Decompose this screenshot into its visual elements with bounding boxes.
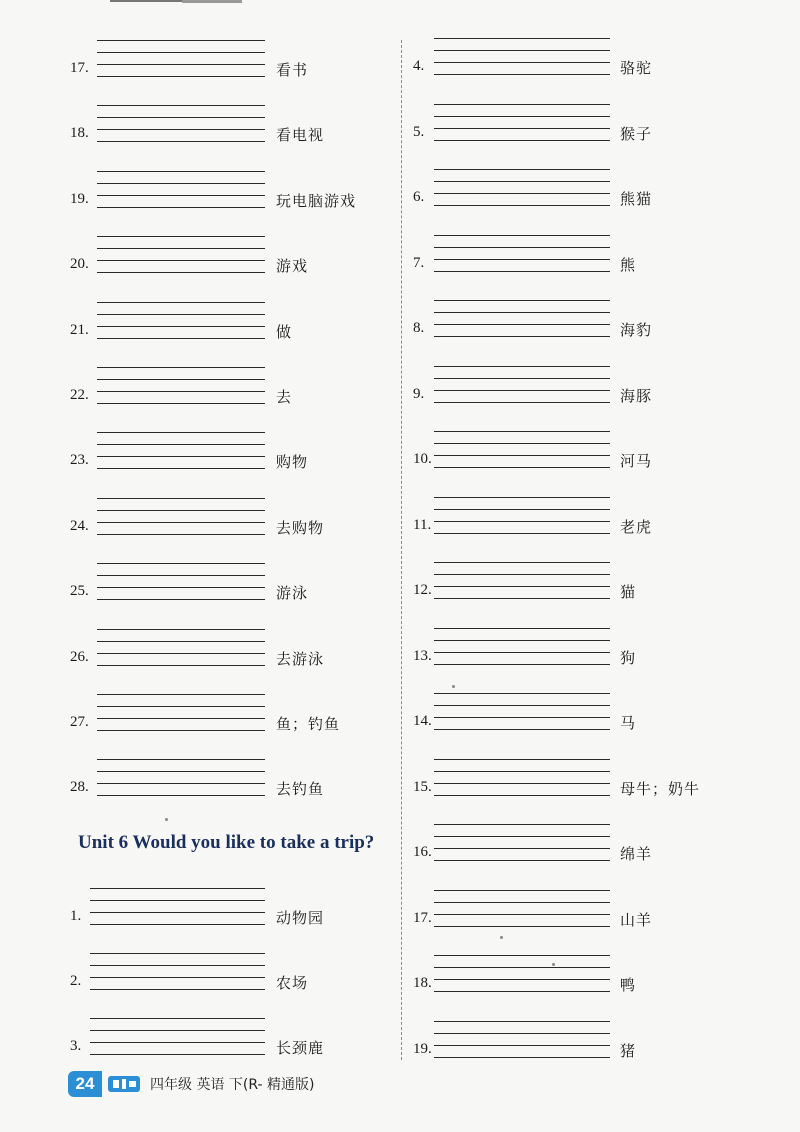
chinese-meaning: 去购物 — [276, 518, 325, 537]
writing-line[interactable] — [434, 848, 610, 849]
writing-line[interactable] — [97, 456, 265, 457]
writing-line[interactable] — [434, 533, 610, 534]
writing-line[interactable] — [97, 367, 265, 368]
writing-line[interactable] — [434, 664, 610, 665]
vocab-entry — [0, 763, 400, 811]
writing-line[interactable] — [97, 730, 265, 731]
writing-line[interactable] — [434, 1021, 610, 1022]
writing-line[interactable] — [434, 235, 610, 236]
vocab-entry — [0, 44, 400, 92]
writing-line[interactable] — [434, 247, 610, 248]
writing-line[interactable] — [434, 783, 610, 784]
writing-line[interactable] — [97, 64, 265, 65]
page-number-badge: 24 — [68, 1071, 102, 1097]
entry-number: 17. — [70, 60, 89, 76]
vocab-entry — [0, 109, 400, 157]
writing-line[interactable] — [97, 338, 265, 339]
entry-number: 2. — [70, 973, 82, 989]
vocab-entry — [0, 306, 400, 354]
writing-line[interactable] — [90, 1018, 265, 1019]
chinese-meaning: 鱼；钓鱼 — [276, 715, 341, 733]
entry-number: 25. — [70, 583, 89, 600]
book-title: 四年级 英语 下(R- 精通版) — [150, 1077, 315, 1093]
page-footer — [68, 1069, 315, 1099]
writing-line[interactable] — [90, 888, 265, 889]
writing-line[interactable] — [97, 498, 265, 499]
writing-line[interactable] — [434, 74, 610, 75]
vocab-entry — [404, 894, 800, 942]
entry-number: 10. — [413, 451, 432, 467]
chinese-meaning: 狗 — [620, 648, 637, 667]
writing-line[interactable] — [434, 795, 610, 796]
writing-line[interactable] — [97, 40, 265, 41]
writing-line[interactable] — [434, 366, 610, 367]
entry-number: 8. — [413, 320, 425, 336]
writing-line[interactable] — [434, 312, 610, 313]
chinese-meaning: 玩电脑游戏 — [276, 191, 357, 210]
chinese-meaning: 猪 — [620, 1041, 637, 1060]
chinese-meaning: 老虎 — [620, 517, 653, 536]
entry-number: 13. — [413, 647, 432, 664]
writing-line[interactable] — [434, 402, 610, 403]
chinese-meaning: 猫 — [620, 583, 637, 601]
writing-line[interactable] — [97, 141, 265, 142]
writing-line[interactable] — [97, 302, 265, 303]
writing-line[interactable] — [434, 771, 610, 772]
vocab-entry — [404, 304, 800, 352]
book-logo-icon — [106, 1071, 142, 1097]
writing-line[interactable] — [434, 455, 610, 456]
writing-line[interactable] — [434, 991, 610, 992]
writing-line[interactable] — [434, 652, 610, 653]
writing-line[interactable] — [97, 105, 265, 106]
writing-line[interactable] — [97, 510, 265, 511]
writing-line[interactable] — [90, 977, 265, 978]
writing-line[interactable] — [434, 62, 610, 63]
writing-line[interactable] — [434, 390, 610, 391]
unit-heading: Unit 6 Would you like to take a trip? — [78, 832, 375, 853]
writing-line[interactable] — [434, 467, 610, 468]
writing-line[interactable] — [434, 717, 610, 718]
entry-number: 18. — [413, 975, 432, 991]
writing-line[interactable] — [434, 259, 610, 260]
writing-line[interactable] — [90, 989, 265, 990]
chinese-meaning: 母牛；奶牛 — [620, 779, 701, 798]
writing-line[interactable] — [97, 248, 265, 249]
chinese-meaning: 动物园 — [276, 909, 325, 927]
writing-line[interactable] — [434, 729, 610, 730]
writing-line[interactable] — [434, 497, 610, 498]
writing-line[interactable] — [434, 104, 610, 105]
writing-line[interactable] — [97, 314, 265, 315]
entry-number: 18. — [70, 125, 89, 142]
writing-line[interactable] — [97, 706, 265, 707]
writing-line[interactable] — [434, 50, 610, 51]
entry-number: 23. — [70, 452, 89, 469]
writing-line[interactable] — [434, 1033, 610, 1034]
writing-line[interactable] — [434, 562, 610, 563]
vocab-entry — [0, 892, 400, 940]
writing-line[interactable] — [434, 1045, 610, 1046]
entry-number: 4. — [413, 58, 425, 74]
writing-line[interactable] — [97, 403, 265, 404]
vocab-entry — [404, 763, 800, 811]
writing-line[interactable] — [434, 193, 610, 194]
writing-line[interactable] — [97, 260, 265, 261]
writing-line[interactable] — [97, 468, 265, 469]
scan-speck — [452, 685, 455, 688]
scan-speck — [552, 963, 555, 966]
vocab-entry — [404, 959, 800, 1007]
entry-number: 22. — [70, 387, 89, 403]
chinese-meaning: 海豹 — [620, 321, 653, 339]
chinese-meaning: 海豚 — [620, 386, 653, 405]
chinese-meaning: 熊猫 — [620, 190, 653, 208]
entry-number: 16. — [413, 844, 432, 860]
writing-line[interactable] — [97, 236, 265, 237]
writing-line[interactable] — [434, 598, 610, 599]
writing-line[interactable] — [434, 693, 610, 694]
vocab-entry — [404, 1025, 800, 1073]
vocab-entry — [404, 697, 800, 745]
chinese-meaning: 河马 — [620, 452, 653, 470]
writing-line[interactable] — [434, 967, 610, 968]
top-edge-mark-2 — [182, 0, 242, 3]
chinese-meaning: 购物 — [276, 453, 309, 472]
writing-line[interactable] — [434, 431, 610, 432]
writing-line[interactable] — [434, 140, 610, 141]
writing-line[interactable] — [434, 902, 610, 903]
writing-line[interactable] — [434, 860, 610, 861]
vocab-entry — [0, 633, 400, 681]
chinese-meaning: 骆驼 — [620, 59, 653, 77]
writing-line[interactable] — [97, 522, 265, 523]
writing-line[interactable] — [434, 378, 610, 379]
entry-number: 21. — [70, 321, 89, 338]
writing-line[interactable] — [434, 759, 610, 760]
chinese-meaning: 去游泳 — [276, 649, 325, 668]
entry-number: 26. — [70, 648, 89, 665]
writing-line[interactable] — [97, 759, 265, 760]
writing-line[interactable] — [97, 665, 265, 666]
writing-line[interactable] — [97, 391, 265, 392]
vocab-entry — [0, 240, 400, 288]
chinese-meaning: 熊 — [620, 255, 637, 274]
writing-line[interactable] — [434, 926, 610, 927]
vocab-entry — [404, 108, 800, 156]
vocab-entry — [404, 828, 800, 876]
vocab-entry — [0, 502, 400, 550]
writing-line[interactable] — [97, 694, 265, 695]
vocab-entry — [0, 371, 400, 419]
vocab-entry — [404, 435, 800, 483]
chinese-meaning: 山羊 — [620, 910, 653, 929]
vocab-entry — [404, 42, 800, 90]
writing-line[interactable] — [97, 76, 265, 77]
chinese-meaning: 做 — [276, 322, 293, 341]
writing-line[interactable] — [434, 181, 610, 182]
writing-line[interactable] — [97, 653, 265, 654]
writing-line[interactable] — [97, 379, 265, 380]
writing-line[interactable] — [97, 534, 265, 535]
writing-line[interactable] — [97, 718, 265, 719]
writing-line[interactable] — [97, 183, 265, 184]
entry-number: 7. — [413, 254, 425, 271]
chinese-meaning: 长颈鹿 — [276, 1039, 325, 1057]
writing-line[interactable] — [434, 586, 610, 587]
vocab-entry — [0, 175, 400, 223]
writing-line[interactable] — [97, 795, 265, 796]
scan-speck — [500, 936, 503, 939]
writing-line[interactable] — [434, 324, 610, 325]
writing-line[interactable] — [434, 705, 610, 706]
chinese-meaning: 农场 — [276, 974, 309, 992]
entry-number: 6. — [413, 189, 425, 205]
chinese-meaning: 去钓鱼 — [276, 780, 325, 799]
chinese-meaning: 绵羊 — [620, 845, 653, 863]
writing-line[interactable] — [434, 890, 610, 891]
writing-line[interactable] — [90, 900, 265, 901]
writing-line[interactable] — [434, 836, 610, 837]
vocab-entry — [404, 370, 800, 418]
vocab-entry — [0, 436, 400, 484]
entry-number: 15. — [413, 778, 432, 795]
chinese-meaning: 游泳 — [276, 584, 309, 603]
chinese-meaning: 去 — [276, 388, 293, 406]
entry-number: 28. — [70, 779, 89, 796]
writing-line[interactable] — [90, 953, 265, 954]
writing-line[interactable] — [97, 117, 265, 118]
writing-line[interactable] — [97, 444, 265, 445]
writing-line[interactable] — [434, 640, 610, 641]
writing-line[interactable] — [97, 771, 265, 772]
writing-line[interactable] — [434, 300, 610, 301]
vocab-entry — [404, 632, 800, 680]
writing-line[interactable] — [434, 509, 610, 510]
writing-line[interactable] — [90, 1030, 265, 1031]
writing-line[interactable] — [434, 128, 610, 129]
writing-line[interactable] — [434, 38, 610, 39]
entry-number: 5. — [413, 123, 425, 140]
vocab-entry — [0, 1022, 400, 1070]
entry-number: 19. — [413, 1040, 432, 1057]
vocab-entry — [0, 698, 400, 746]
writing-line[interactable] — [90, 1054, 265, 1055]
writing-line[interactable] — [97, 195, 265, 196]
writing-line[interactable] — [97, 587, 265, 588]
entry-number: 14. — [413, 713, 432, 729]
vocab-entry — [0, 957, 400, 1005]
writing-line[interactable] — [97, 326, 265, 327]
writing-line[interactable] — [97, 575, 265, 576]
entry-number: 12. — [413, 582, 432, 598]
chinese-meaning: 马 — [620, 714, 637, 732]
writing-line[interactable] — [97, 129, 265, 130]
writing-line[interactable] — [90, 1042, 265, 1043]
entry-number: 19. — [70, 190, 89, 207]
entry-number: 20. — [70, 256, 89, 273]
writing-line[interactable] — [434, 955, 610, 956]
vocab-entry — [404, 239, 800, 287]
chinese-meaning: 游戏 — [276, 257, 309, 276]
entry-number: 11. — [413, 516, 432, 533]
entry-number: 1. — [70, 908, 82, 924]
writing-line[interactable] — [434, 521, 610, 522]
vocab-entry — [404, 501, 800, 549]
writing-line[interactable] — [90, 924, 265, 925]
writing-line[interactable] — [97, 272, 265, 273]
writing-line[interactable] — [434, 271, 610, 272]
vocab-entry — [404, 566, 800, 614]
scan-speck — [165, 818, 168, 821]
writing-line[interactable] — [434, 574, 610, 575]
column-divider — [401, 40, 402, 1060]
vocab-entry — [404, 173, 800, 221]
writing-line[interactable] — [90, 912, 265, 913]
writing-line[interactable] — [97, 641, 265, 642]
writing-line[interactable] — [434, 824, 610, 825]
writing-line[interactable] — [434, 1057, 610, 1058]
writing-line[interactable] — [434, 914, 610, 915]
entry-number: 24. — [70, 517, 89, 534]
chinese-meaning: 看书 — [276, 61, 309, 79]
entry-number: 17. — [413, 909, 432, 926]
writing-line[interactable] — [434, 443, 610, 444]
writing-line[interactable] — [434, 336, 610, 337]
writing-line[interactable] — [97, 171, 265, 172]
writing-line[interactable] — [97, 783, 265, 784]
writing-line[interactable] — [434, 205, 610, 206]
writing-line[interactable] — [434, 116, 610, 117]
writing-line[interactable] — [97, 52, 265, 53]
writing-line[interactable] — [90, 965, 265, 966]
writing-line[interactable] — [434, 169, 610, 170]
writing-line[interactable] — [97, 629, 265, 630]
chinese-meaning: 猴子 — [620, 124, 653, 143]
entry-number: 27. — [70, 714, 89, 730]
entry-number: 9. — [413, 385, 425, 402]
writing-line[interactable] — [97, 599, 265, 600]
chinese-meaning: 看电视 — [276, 126, 325, 145]
entry-number: 3. — [70, 1038, 82, 1054]
writing-line[interactable] — [97, 432, 265, 433]
chinese-meaning: 鸭 — [620, 976, 637, 994]
writing-line[interactable] — [97, 207, 265, 208]
writing-line[interactable] — [434, 979, 610, 980]
writing-line[interactable] — [97, 563, 265, 564]
vocab-entry — [0, 567, 400, 615]
writing-line[interactable] — [434, 628, 610, 629]
